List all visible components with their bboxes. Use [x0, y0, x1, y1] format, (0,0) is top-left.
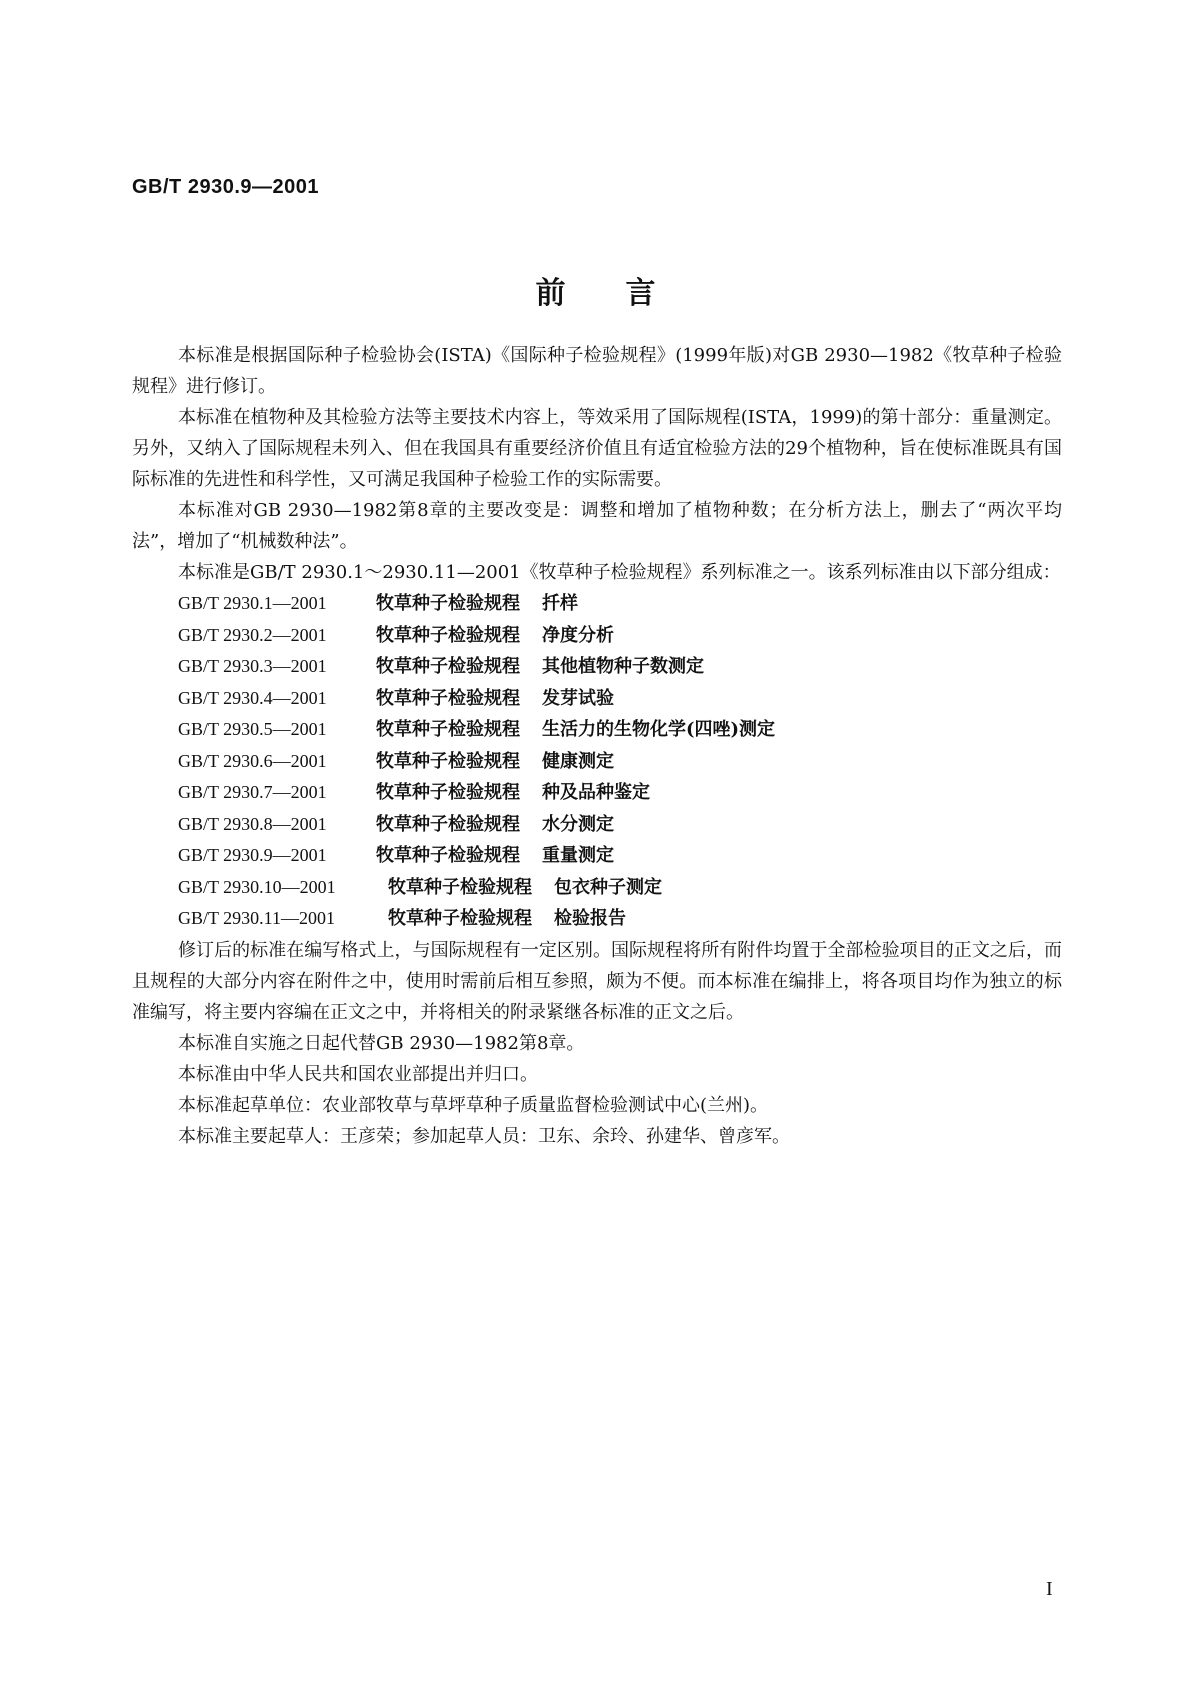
- standard-code: GB/T 2930.8—2001: [178, 813, 327, 834]
- paragraph-technical-content: 本标准在植物种及其检验方法等主要技术内容上，等效采用了国际规程(ISTA，1999)的第十部分：重量测定。另外，又纳入了国际规程未列入、但在我国具有重要经济价值且有适宜检验方法的29个植物种，旨在使标准既具有国际标准的先进性和科学性，又可满足我国种子检验工作的实际需要。: [132, 407, 1062, 490]
- list-item: [132, 651, 1062, 683]
- paragraph-proposer: 本标准由中华人民共和国农业部提出并归口。: [178, 1063, 538, 1085]
- page-title: 前言: [535, 276, 716, 311]
- standard-part: 重量测定: [542, 845, 614, 866]
- standard-code: GB/T 2930.10—2001: [178, 876, 336, 897]
- standard-part: 扦样: [542, 593, 578, 614]
- standard-title: 牧草种子检验规程: [388, 908, 532, 929]
- page-number: I: [1046, 1578, 1053, 1600]
- list-item: [132, 809, 1062, 841]
- list-item: [132, 777, 1062, 809]
- standard-code: GB/T 2930.3—2001: [178, 656, 327, 676]
- standard-part: 包衣种子测定: [554, 876, 662, 898]
- standard-part: 水分测定: [542, 813, 614, 835]
- standard-part: 种及品种鉴定: [542, 782, 650, 803]
- standard-title: 牧草种子检验规程: [376, 656, 520, 677]
- standard-title: 牧草种子检验规程: [376, 593, 520, 614]
- list-item: [132, 683, 1062, 715]
- standard-code: GB/T 2930.7—2001: [178, 782, 327, 802]
- standard-title: 牧草种子检验规程: [376, 687, 520, 709]
- standard-title: 牧草种子检验规程: [376, 624, 520, 646]
- standard-title: 牧草种子检验规程: [376, 782, 520, 803]
- standard-code: GB/T 2930.1—2001: [178, 593, 327, 613]
- list-item: [132, 840, 1062, 872]
- standard-code: GB/T 2930.9—2001: [178, 845, 327, 865]
- paragraph-drafters: 本标准主要起草人：王彦荣；参加起草人员：卫东、余玲、孙建华、曾彦军。: [178, 1125, 790, 1147]
- list-item: [132, 588, 1062, 620]
- series-standards-list: [132, 588, 1062, 935]
- standard-code: GB/T 2930.6—2001: [178, 750, 327, 771]
- list-item: [132, 620, 1062, 652]
- standard-title: 牧草种子检验规程: [376, 845, 520, 866]
- standard-part: 净度分析: [542, 624, 614, 646]
- standard-title: 牧草种子检验规程: [376, 719, 520, 740]
- standard-code: GB/T 2930.5—2001: [178, 719, 327, 739]
- paragraph-main-changes: 本标准对GB 2930—1982第8章的主要改变是：调整和增加了植物种数；在分析方法上，删去了“两次平均法”，增加了“机械数种法”。: [132, 500, 1062, 552]
- list-item: [132, 872, 1062, 904]
- standard-code: GB/T 2930.11—2001: [178, 908, 336, 928]
- paragraph-format-differences: 修订后的标准在编写格式上，与国际规程有一定区别。国际规程将所有附件均置于全部检验项目的正文之后，而且规程的大部分内容在附件之中，使用时需前后相互参照，颇为不便。而本标准在编排上，将各项目均作为独立的标准编写，将主要内容编在正文之中，并将相关的附录紧继各标准的正文之后。: [132, 939, 1062, 1023]
- standard-part: 检验报告: [554, 908, 626, 929]
- list-item: [132, 903, 1062, 935]
- foreword-body: [132, 340, 1062, 1152]
- standard-title: 牧草种子检验规程: [376, 813, 520, 835]
- list-item: [132, 746, 1062, 778]
- paragraph-series-intro: 本标准是GB/T 2930.1～2930.11—2001《牧草种子检验规程》系列标准之一。该系列标准由以下部分组成：: [178, 562, 1061, 583]
- standard-part: 生活力的生物化学(四唑)测定: [542, 719, 776, 740]
- paragraph-revision-basis: 本标准是根据国际种子检验协会(ISTA)《国际种子检验规程》(1999年版)对GB 2930—1982《牧草种子检验规程》进行修订。: [132, 345, 1062, 397]
- standard-title: 牧草种子检验规程: [376, 750, 520, 772]
- standard-title: 牧草种子检验规程: [388, 876, 532, 898]
- list-item: [132, 714, 1062, 746]
- paragraph-drafting-unit: 本标准起草单位：农业部牧草与草坪草种子质量监督检验测试中心(兰州)。: [178, 1094, 769, 1116]
- standard-part: 健康测定: [542, 750, 614, 772]
- standard-part: 发芽试验: [542, 687, 614, 709]
- standard-code: GB/T 2930.4—2001: [178, 687, 327, 708]
- standard-part: 其他植物种子数测定: [542, 656, 704, 677]
- standard-code-header: GB/T 2930.9—2001: [132, 176, 319, 198]
- paragraph-replacement: 本标准自实施之日起代替GB 2930—1982第8章。: [178, 1032, 585, 1054]
- standard-code: GB/T 2930.2—2001: [178, 624, 327, 645]
